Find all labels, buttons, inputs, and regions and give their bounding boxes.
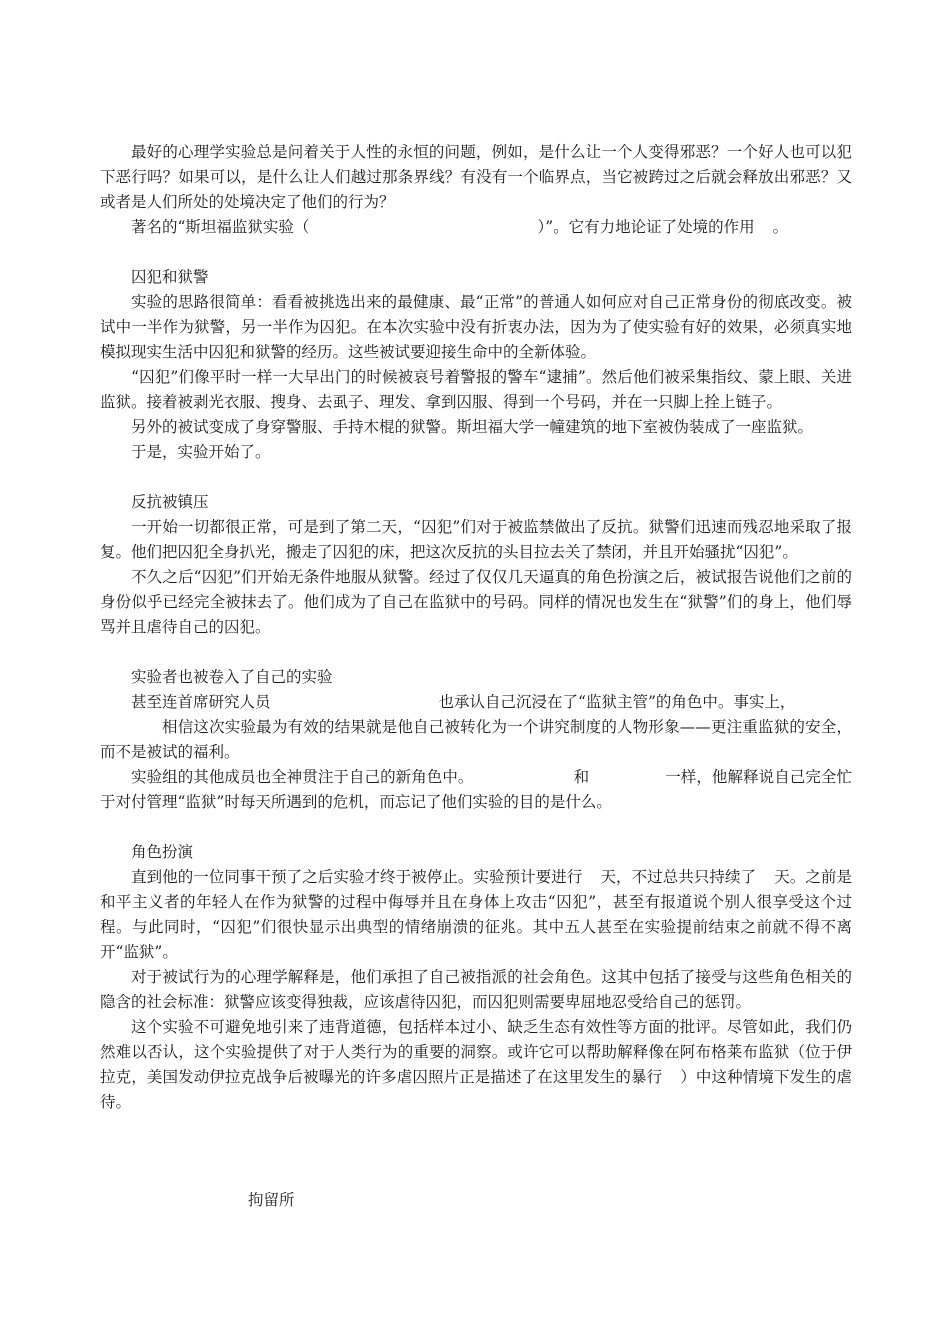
trailing-heading: 拘留所 xyxy=(248,1191,295,1209)
paragraph: 相信这次实验最为有效的结果就是他自己被转化为一个讲究制度的人物形象——更注重监狱的安全，而不是被试的福利。 xyxy=(100,718,852,761)
text-span: 著名的“斯坦福监狱实验（ xyxy=(131,218,310,236)
paragraph xyxy=(100,765,852,815)
text-span: 天，不过总共只持续了 xyxy=(600,868,757,886)
paragraph: 于是，实验开始了。 xyxy=(131,443,271,461)
intro-paragraph: 最好的心理学实验总是问着关于人性的永恒的问题，例如，是什么让一个人变得邪恶？一个好人也可以犯下恶行吗？如果可以，是什么让人们越过那条界线？有没有一个临界点，当它被跨过之后就会释放出邪恶？又或者是人们所处的处境决定了他们的行为？ xyxy=(100,143,852,211)
text-span: 和 xyxy=(573,768,590,786)
paragraph xyxy=(100,865,852,965)
section-heading: 角色扮演 xyxy=(131,843,194,861)
text-span: ）”。它有力地论证了处境的作用 xyxy=(537,218,755,236)
paragraph: 另外的被试变成了身穿警服、手持木棍的狱警。斯坦福大学一幢建筑的地下室被伪装成了一座监狱。 xyxy=(131,418,814,436)
section-heading: 囚犯和狱警 xyxy=(131,268,209,286)
text-span: 。 xyxy=(772,218,789,236)
text-span: 也承认自己沉浸在了“监狱主管”的角色中。事实上， xyxy=(438,693,796,711)
paragraph xyxy=(100,1015,852,1115)
paragraph xyxy=(100,690,852,715)
paragraph: 不久之后“囚犯”们开始无条件地服从狱警。经过了仅仅几天逼真的角色扮演之后，被试报告说他们之前的身份似乎已经完全被抹去了。他们成为了自己在监狱中的号码。同样的情况也发生在“狱警”们的身上，他们辱骂并且虐待自己的囚犯。 xyxy=(100,568,852,636)
paragraph: “囚犯”们像平时一样一大早出门的时候被哀号着警报的警车“逮捕”。然后他们被采集指纹、蒙上眼、关进监狱。接着被剥光衣服、搜身、去虱子、理发、拿到囚服、得到一个号码，并在一只脚上拴上链子。 xyxy=(100,368,852,411)
section-heading: 实验者也被卷入了自己的实验 xyxy=(131,668,333,686)
text-span: 直到他的一位同事干预了之后实验才终于被停止。实验预计要进行 xyxy=(131,868,583,886)
text-span: 一样，他解释说自己完全忙于对付管理“监狱”时每天所遇到的危机，而忘记了他们实验的目的是什么。 xyxy=(100,768,852,811)
text-span: 甚至连首席研究人员 xyxy=(131,693,271,711)
text-span: 这个实验不可避免地引来了违背道德，包括样本过小、缺乏生态有效性等方面的批评。尽管如此，我们仍然难以否认，这个实验提供了对于人类行为的重要的洞察。或许它可以帮助解释像在阿布格莱布监狱（位于伊拉克，美国发动伊拉克战争后被曝光的许多虐囚照片正是描述了在这里发生的暴行 xyxy=(100,1018,852,1086)
paragraph: 实验的思路很简单：看看被挑选出来的最健康、最“正常”的普通人如何应对自己正常身份的彻底改变。被试中一半作为狱警，另一半作为囚犯。在本次实验中没有折衷办法，因为为了使实验有好的效果，必须真实地模拟现实生活中囚犯和狱警的经历。这些被试要迎接生命中的全新体验。 xyxy=(100,293,852,361)
intro-paragraph-2 xyxy=(100,215,852,240)
text-span: 实验组的其他成员也全神贯注于自己的新角色中。 xyxy=(131,768,474,786)
section-heading: 反抗被镇压 xyxy=(131,493,209,511)
text-span: ）中这种情境下发生的虐待。 xyxy=(100,1068,852,1111)
paragraph: 一开始一切都很正常，可是到了第二天，“囚犯”们对于被监禁做出了反抗。狱警们迅速而残忍地采取了报复。他们把囚犯全身扒光，搬走了囚犯的床，把这次反抗的头目拉去关了禁闭，并且开始骚扰“囚犯”。 xyxy=(100,518,852,561)
text-span: 天。之前是和平主义者的年轻人在作为狱警的过程中侮辱并且在身体上攻击“囚犯”，甚至有报道说个别人很享受这个过程。与此同时，“囚犯”们很快显示出典型的情绪崩溃的征兆。其中五人甚至在实验提前结束之前就不得不离开“监狱”。 xyxy=(100,868,852,961)
paragraph: 对于被试行为的心理学解释是，他们承担了自己被指派的社会角色。这其中包括了接受与这些角色相关的隐含的社会标准：狱警应该变得独裁，应该虐待囚犯，而囚犯则需要卑屈地忍受给自己的惩罚。 xyxy=(100,968,852,1011)
document-body xyxy=(100,140,852,1115)
